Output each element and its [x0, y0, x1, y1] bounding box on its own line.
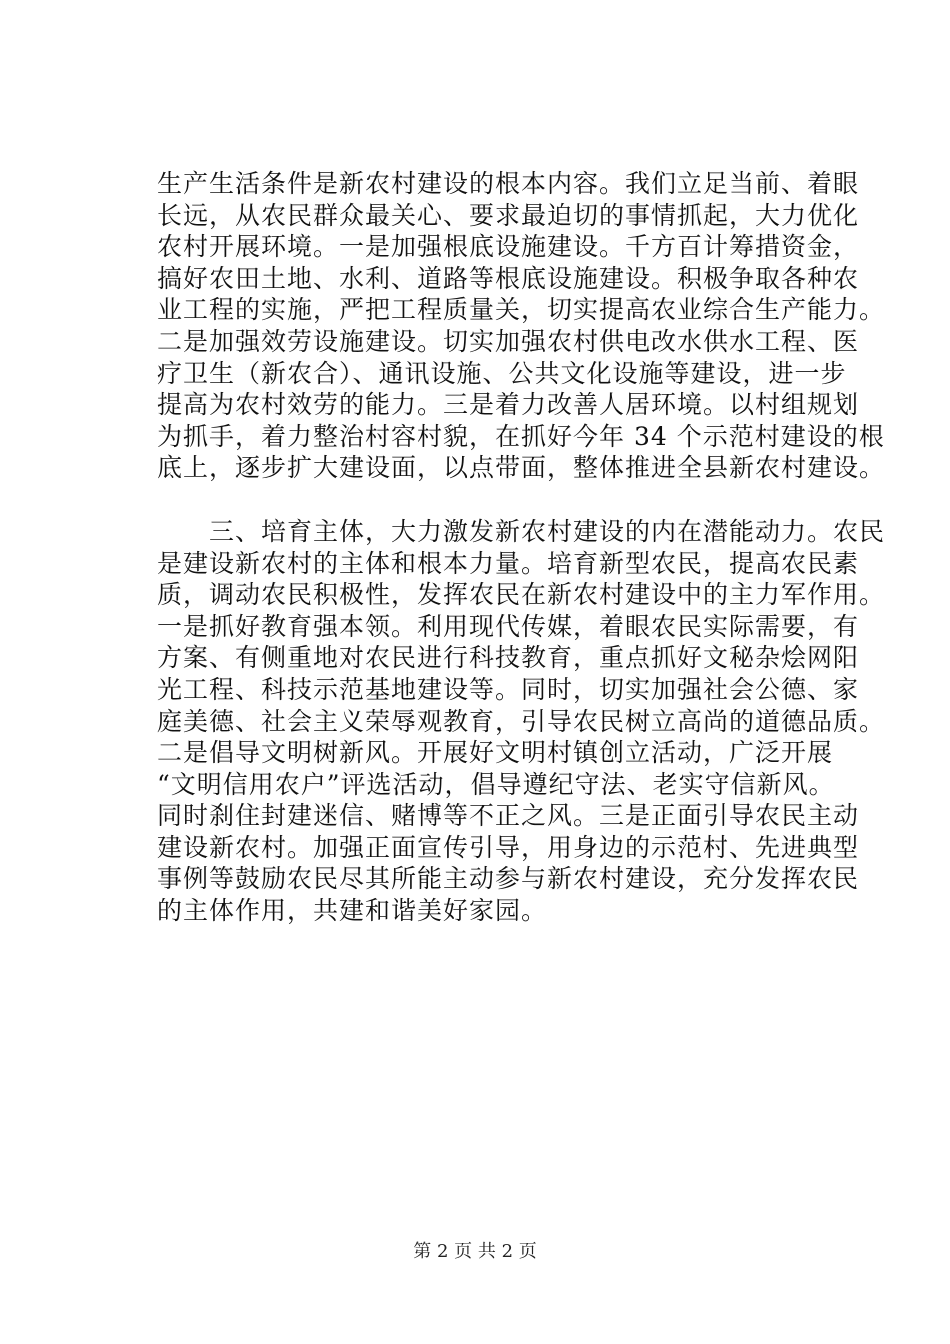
text-line: 长远，从农民群众最关心、要求最迫切的事情抓起，大力优化 — [157, 200, 860, 230]
text-line: 提高为农村效劳的能力。三是着力改善人居环境。以村组规划 — [157, 390, 860, 420]
text-line: 二是倡导文明树新风。开展好文明村镇创立活动，广泛开展 — [157, 738, 834, 768]
text-line: 底上，逐步扩大建设面，以点带面，整体推进全县新农村建设。 — [157, 453, 886, 483]
text-line: 为抓手，着力整治村容村貌，在抓好今年 34 个示范村建设的根 — [157, 421, 885, 451]
text-line: 质，调动农民积极性，发挥农民在新农村建设中的主力军作用。 — [157, 580, 886, 610]
text-line: 同时刹住封建迷信、赌博等不正之风。三是正面引导农民主动 — [157, 801, 860, 831]
text-line: 方案、有侧重地对农民进行科技教育，重点抓好文秘杂烩网阳 — [157, 643, 860, 673]
text-line: 生产生活条件是新农村建设的根本内容。我们立足当前、着眼 — [157, 169, 860, 198]
text-line: 疗卫生（新农合）、通讯设施、公共文化设施等建设，进一步 — [157, 358, 847, 388]
text-line: 的主体作用，共建和谐美好家园。 — [157, 896, 548, 926]
text-line: 庭美德、社会主义荣辱观教育，引导农民树立高尚的道德品质。 — [157, 706, 886, 736]
text-line: “文明信用农户”评选活动，倡导遵纪守法、老实守信新风。 — [157, 769, 835, 799]
paragraph-2 — [157, 516, 886, 927]
text-line: 建设新农村。加强正面宣传引导，用身边的示范村、先进典型 — [157, 832, 860, 862]
text-line: 二是加强效劳设施建设。切实加强农村供电改水供水工程、医 — [157, 326, 860, 356]
text-line: 农村开展环境。一是加强根底设施建设。千方百计筹措资金， — [157, 232, 860, 262]
text-line: 业工程的实施，严把工程质量关，切实提高农业综合生产能力。 — [157, 295, 886, 325]
text-line: 搞好农田土地、水利、道路等根底设施建设。积极争取各种农 — [157, 263, 860, 293]
paragraph-1 — [157, 168, 886, 484]
page-number-label: 第 2 页 共 2 页 — [413, 1241, 537, 1262]
text-line: 事例等鼓励农民尽其所能主动参与新农村建设，充分发挥农民 — [157, 864, 860, 894]
text-line: 光工程、科技示范基地建设等。同时，切实加强社会公德、家 — [157, 674, 860, 704]
page-footer — [0, 1240, 950, 1264]
paragraph-spacer — [157, 484, 847, 516]
text-line: 是建设新农村的主体和根本力量。培育新型农民，提高农民素 — [157, 548, 860, 578]
text-line: 三、培育主体，大力激发新农村建设的内在潜能动力。农民 — [157, 516, 886, 546]
text-line: 一是抓好教育强本领。利用现代传媒，着眼农民实际需要，有 — [157, 611, 860, 641]
body-text — [157, 168, 886, 927]
